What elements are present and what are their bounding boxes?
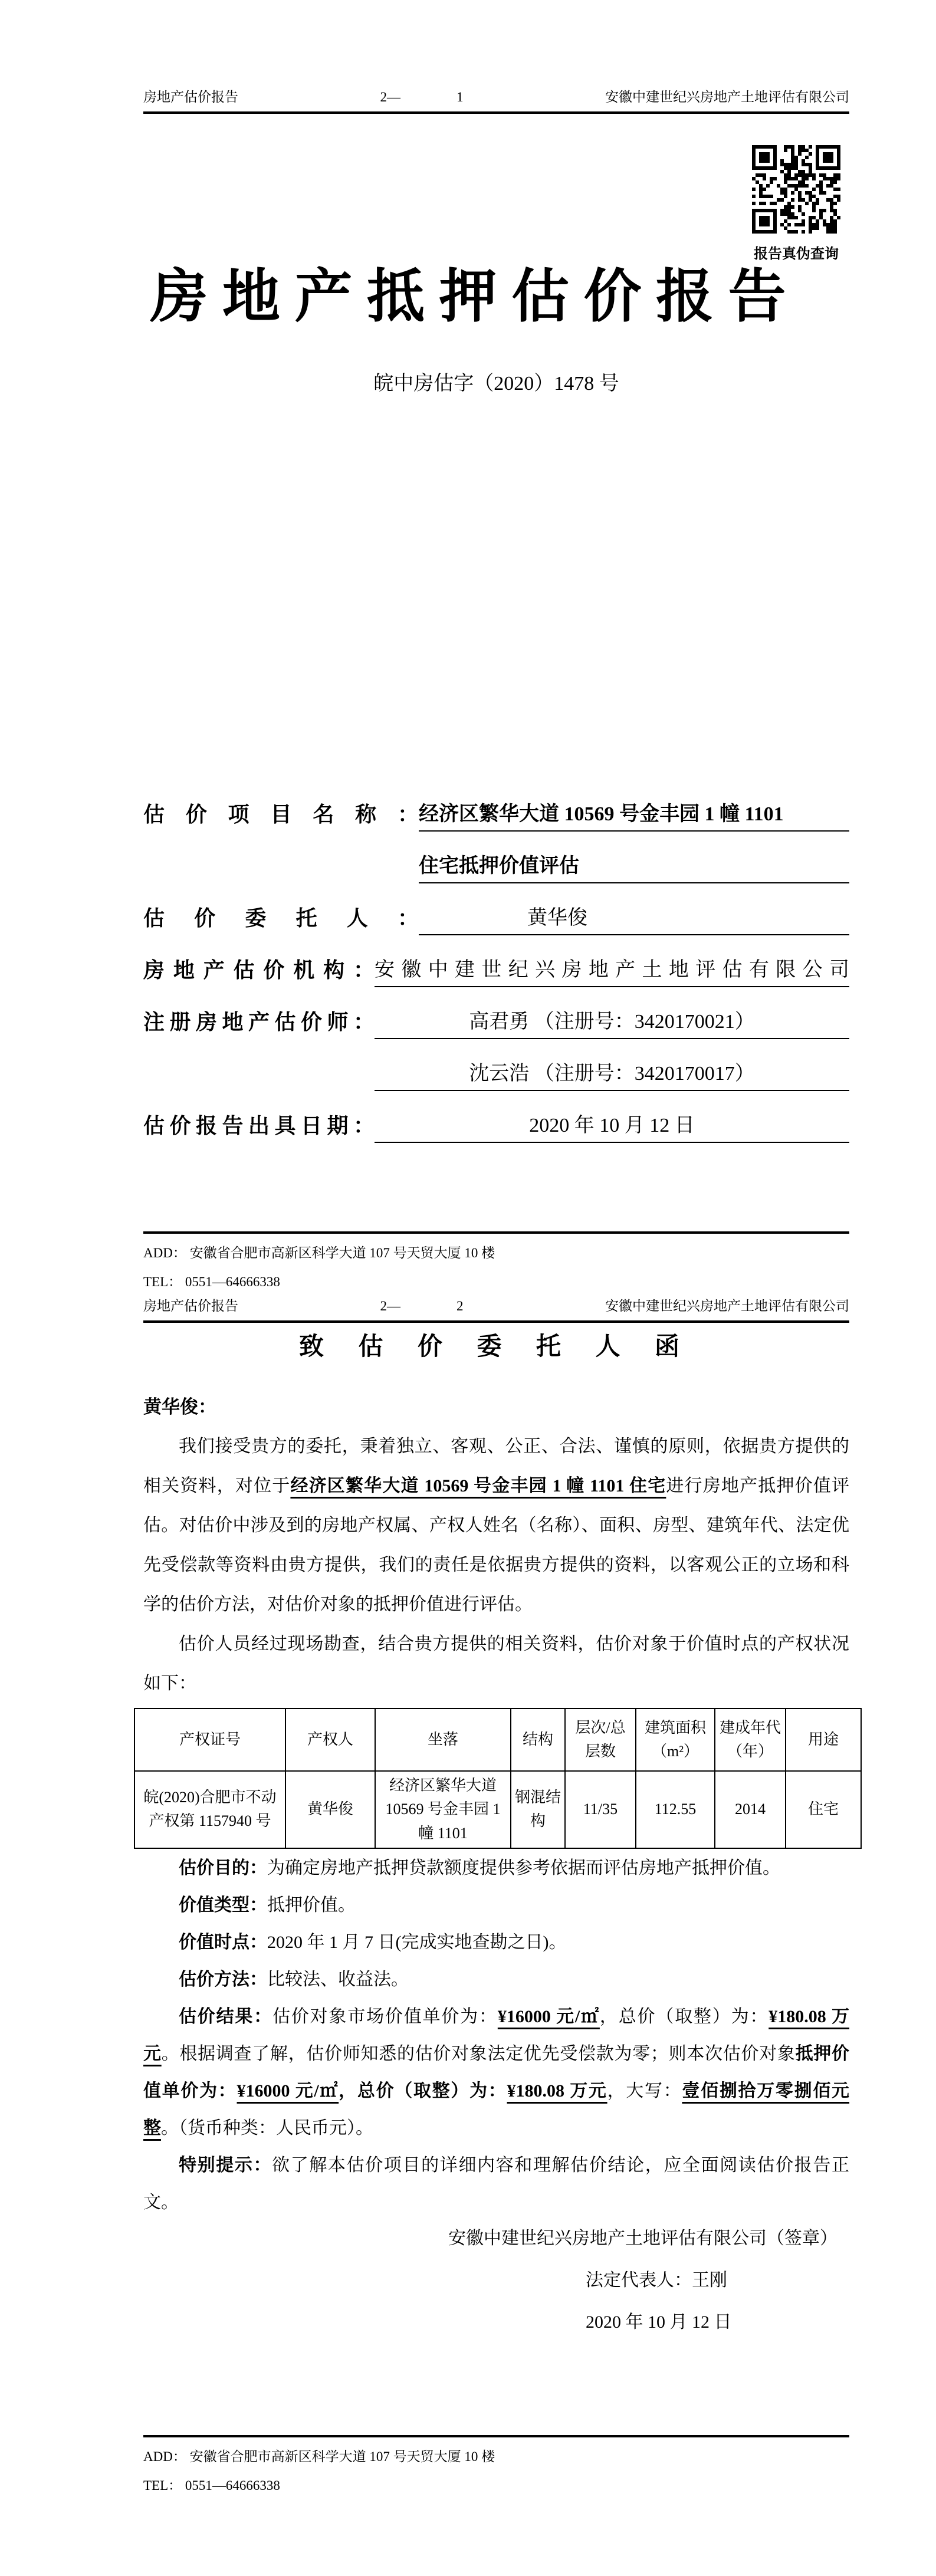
field-row-appraiser-2 [143,1057,849,1091]
field-label [143,880,419,883]
property-rights-table [134,1708,861,1849]
col-owner: 产权人 [285,1708,375,1771]
col-floor: 层次/总层数 [565,1708,636,1771]
col-location: 坐落 [375,1708,511,1771]
qr-block [752,145,840,262]
field-value: 高君勇 （注册号：3420170021） [375,1010,849,1039]
cell-certificate-no: 皖(2020)合肥市不动产权第 1157940 号 [134,1771,285,1848]
footer-telephone: TEL： 0551—64666338 [143,2478,280,2493]
document-number: 皖中房估字（2020）1478 号 [373,373,619,395]
cell-floor: 11/35 [565,1771,636,1848]
table-header-row [134,1708,861,1771]
cell-owner: 黄华俊 [285,1771,375,1848]
field-row-issue-date [143,1109,849,1143]
page-2 [0,1288,936,2576]
page-header [143,86,849,114]
cell-location: 经济区繁华大道 10569 号金丰园 1 幢 1101 [375,1771,511,1848]
field-row-appraiser-1 [143,1005,849,1039]
col-certificate-no: 产权证号 [134,1708,285,1771]
page-number: 2 [456,1299,464,1313]
page-footer [143,1231,849,1290]
footer-telephone: TEL： 0551—64666338 [143,1274,280,1289]
field-row-project-name [143,797,849,832]
header-company-name: 安徽中建世纪兴房地产土地评估有限公司 [605,90,849,104]
cell-use: 住宅 [786,1771,861,1848]
qr-label: 报告真伪查询 [754,247,839,262]
field-label [143,1087,375,1091]
cell-area: 112.55 [636,1771,715,1848]
footer-address: ADD： 安徽省合肥市高新区科学大道 107 号天贸大厦 10 楼 [143,2449,495,2464]
paragraph-method: 估价方法：比较法、收益法。 [179,1970,409,1989]
field-row-agency [143,953,849,987]
paragraph-text: 我们接受贵方的委托，秉着独立、客观、公正、合法、谨慎的原则，依据贵方提供的相关资料，对位于经济区繁华大道 10569 号金丰园 1 幢 1101 住宅进行房地产抵押价值评估。对估价中涉及到的房地产权属、产权人姓名（名称）、面积、房型、建筑年代、法定优先受偿款等资料由贵方提供，我们的责任是依据贵方提供的资料，以客观公正的立场和科学的估价方法，对估价对象的抵押价值进行评估。 [143,1437,849,1614]
signature-date: 2020 年 10 月 12 日 [586,2312,732,2332]
paragraph-purpose: 估价目的：为确定房地产抵押贷款额度提供参考依据而评估房地产抵押价值。 [179,1858,780,1878]
footer-address: ADD： 安徽省合肥市高新区科学大道 107 号天贸大厦 10 楼 [143,1246,495,1260]
appraisal-summary [143,1849,849,2221]
field-row-project-name-cont [143,849,849,883]
paragraph-text: 估价人员经过现场勘查，结合贵方提供的相关资料，估价对象于价值时点的产权状况如下： [143,1634,849,1693]
field-value: 安徽中建世纪兴房地产土地评估有限公司 [375,958,849,987]
report-title: 房 地 产 抵 押 估 价 报 告 [150,265,786,329]
header-company-name: 安徽中建世纪兴房地产土地评估有限公司 [605,1299,849,1313]
paragraph-value-date: 价值时点：2020 年 1 月 7 日(完成实地查勘之日)。 [179,1933,567,1952]
field-label: 估价报告出具日期： [143,1114,375,1138]
header-left-title: 房地产估价报告 [143,1299,238,1313]
header-page-number [380,90,464,105]
paragraph-result: 估价结果：估价对象市场价值单价为：¥16000 元/㎡，总价（取整）为：¥180.08 万元。根据调查了解，估价师知悉的估价对象法定优先受偿款为零；则本次估价对象抵押价值单价为：¥16000 元/㎡，总价（取整）为：¥180.08 万元，大写：壹佰捌拾万零捌佰元整。（货币种类：人民币元）。 [143,2007,850,2138]
field-value: 住宅抵押价值评估 [419,855,849,883]
table-row [134,1771,861,1848]
letter-title: 致 估 价 委 托 人 函 [298,1333,694,1361]
header-page-number [380,1299,464,1314]
letter-paragraph-2 [143,1624,849,1703]
paragraph-special-note: 特别提示：欲了解本估价项目的详细内容和理解估价结论，应全面阅读估价报告正文。 [143,2156,850,2212]
qr-code [752,145,840,234]
field-label: 估价项目名称： [143,803,419,826]
field-label: 注册房地产估价师： [143,1010,375,1034]
cover-form [143,797,849,1161]
field-value: 2020 年 10 月 12 日 [375,1114,849,1143]
field-label: 估价委托人： [143,906,419,930]
col-use: 用途 [786,1708,861,1771]
signature-company: 安徽中建世纪兴房地产土地评估有限公司（签章） [448,2229,838,2248]
page-count-prefix: 2— [380,90,400,104]
col-structure: 结构 [511,1708,565,1771]
field-row-client [143,901,849,935]
page-footer [143,2435,849,2494]
salutation: 黄华俊： [143,1397,216,1417]
field-value: 沈云浩 （注册号：3420170017） [375,1062,849,1091]
page-header [143,1295,849,1323]
cell-year-built: 2014 [715,1771,786,1848]
field-value: 经济区繁华大道 10569 号金丰园 1 幢 1101 [419,803,849,832]
page-number: 1 [456,90,464,104]
field-label: 房地产估价机构： [143,958,375,982]
field-value: 黄华俊 [419,906,849,935]
cell-structure: 钢混结构 [511,1771,565,1848]
page-count-prefix: 2— [380,1299,400,1313]
col-year-built: 建成年代（年） [715,1708,786,1771]
signature-block [143,2220,849,2341]
header-left-title: 房地产估价报告 [143,90,238,104]
signature-representative: 法定代表人：王刚 [586,2271,727,2290]
col-area: 建筑面积（m²） [636,1708,715,1771]
letter-paragraph-1 [143,1427,849,1624]
paragraph-value-type: 价值类型：抵押价值。 [179,1895,356,1915]
